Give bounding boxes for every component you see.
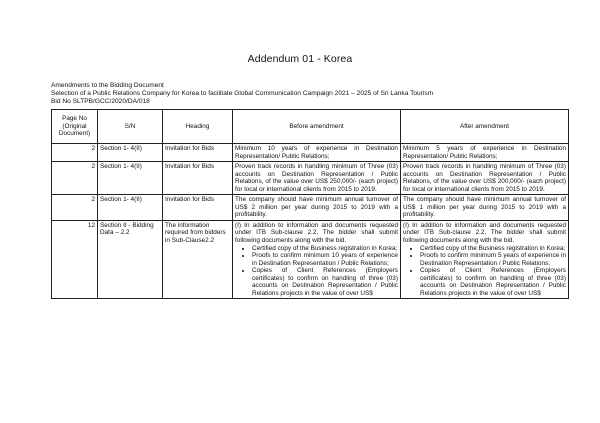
- cell-after: [401, 220, 569, 298]
- cell-page: 12: [52, 220, 98, 298]
- header-page-no: Page No (Original Document): [52, 110, 98, 144]
- cell-after: Proven track records in handling minimum of Three (03) accounts on Destination Representation / Public Relations, of the value over US$ 200,000/- (each project) for local or international clients from 2015 to 2019.: [401, 162, 569, 195]
- document-title: Addendum 01 - Korea: [247, 53, 353, 65]
- amendment-table: [51, 109, 569, 299]
- cell-sn: Section 1- 4(II): [98, 162, 163, 195]
- list-item: • Certified copy of the Business registration in Korea;: [420, 245, 566, 253]
- amendments-line: Amendments to the Bidding Document: [51, 82, 164, 89]
- cell-page: 2: [52, 195, 98, 221]
- table-row: [52, 162, 569, 195]
- list-item: • Certified copy of the Business registration in Korea;: [252, 245, 398, 253]
- cell-page: 2: [52, 144, 98, 162]
- cell-sn: Section 1- 4(II): [98, 144, 163, 162]
- header-sn: S/N: [98, 110, 163, 144]
- cell-heading: The information required from bidders in Sub-Clause2.2: [163, 220, 233, 298]
- list-item: • Copies of Client References (Employers certificates) to confirm on handling of three (03) accounts on Destination Representation / Public Relations projects in the value of over US$: [420, 267, 566, 297]
- cell-page: 2: [52, 162, 98, 195]
- cell-before: Proven track records in handling minimum of Three (03) accounts on Destination Representation / Public Relations, of the value over US$ 250,000/- (each project) for local or international clients from 2015 to 2019.: [233, 162, 401, 195]
- table-row: [52, 220, 569, 298]
- cell-before: Minimum 10 years of experience in Destination Representation/ Public Relations;: [233, 144, 401, 162]
- after-intro: (I) In addition to information and documents requested under ITB Sub-clause 2.2, The bidder shall submit following documents along with the bid.: [403, 221, 566, 245]
- table-row: [52, 195, 569, 221]
- list-item: • Proofs to confirm minimum 5 years of experience in Destination Representation / Public Relations;: [420, 252, 566, 267]
- bid-number-line: Bid No SLTPB/GCC/2020/DA/018: [51, 98, 150, 105]
- cell-sn: Section 1- 4(II): [98, 195, 163, 221]
- cell-sn: Section II - Bidding Data – 2.2: [98, 220, 163, 298]
- list-item: • Copies of Client References (Employers certificates) to confirm on handling of three (03) accounts on Destination Representation / Public Relations projects in the value of over US$: [252, 267, 398, 297]
- table-row: [52, 144, 569, 162]
- cell-heading: Invitation for Bids: [163, 162, 233, 195]
- before-bullet-list: [235, 245, 398, 298]
- cell-after: The company should have minimum annual turnover of US$ 1 million per year during 2015 to 2019 with a profitability.: [401, 195, 569, 221]
- before-intro: (I) In addition to information and documents requested under ITB Sub-clause 2.2, The bidder shall submit following documents along with the bid.: [235, 221, 398, 245]
- table-header-row: [52, 110, 569, 144]
- list-item: • Proofs to confirm minimum 10 years of experience in Destination Representation / Public Relations;: [252, 252, 398, 267]
- header-after: After amendment: [401, 110, 569, 144]
- cell-before: The company should have minimum annual turnover of US$ 2 million per year during 2015 to 2019 with a profitability.: [233, 195, 401, 221]
- header-heading: Heading: [163, 110, 233, 144]
- cell-heading: Invitation for Bids: [163, 195, 233, 221]
- after-bullet-list: [403, 245, 566, 298]
- header-before: Before amendment: [233, 110, 401, 144]
- cell-before: [233, 220, 401, 298]
- selection-line: Selection of a Public Relations Company for Korea to facilitate Global Communication Campaign 2021 – 2025 of Sri Lanka Tourism: [51, 90, 434, 97]
- cell-heading: Invitation for Bids: [163, 144, 233, 162]
- cell-after: Minimum 5 years of experience in Destination Representation/ Public Relations;: [401, 144, 569, 162]
